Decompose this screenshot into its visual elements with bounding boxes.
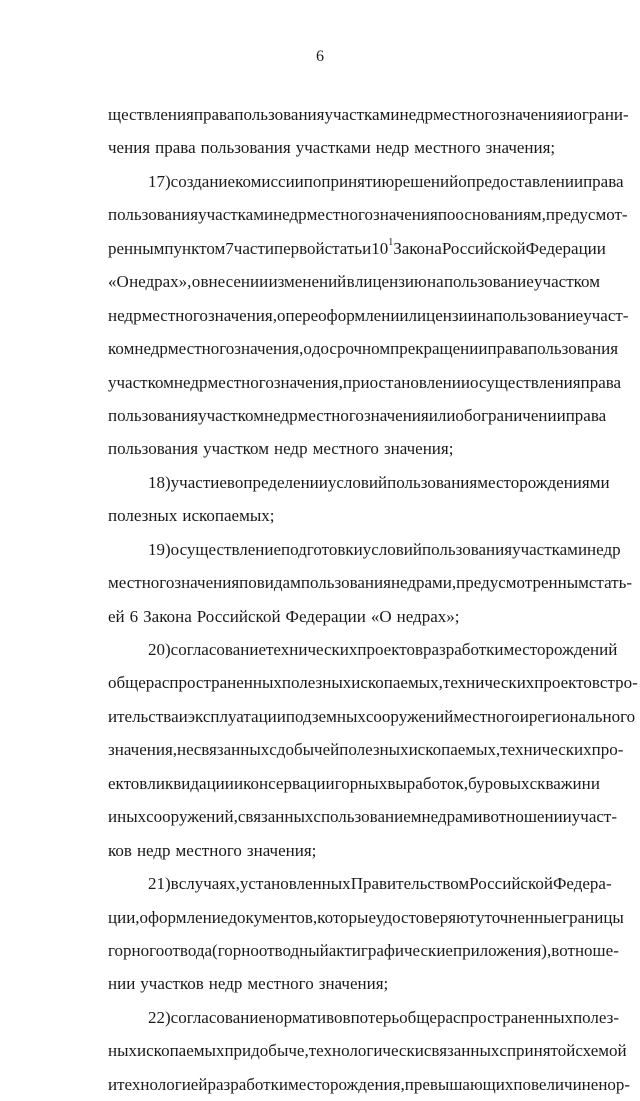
text-line: недр местного значения, о переоформлении лицензии на пользование участ-	[108, 305, 629, 325]
text-line: нии участков недр местного значения;	[108, 974, 389, 994]
text-line: ком недр местного значения, о досрочном прекращении права пользования	[108, 339, 619, 359]
text-line: иных сооружений, связанных с пользованием недрами в отношении участ-	[108, 807, 617, 827]
text-line: ществления права пользования участками недр местного значения и ограни-	[108, 105, 629, 124]
text-line: ительства и эксплуатации подземных сооружений местного и регионального	[108, 706, 636, 726]
body-text	[108, 98, 638, 1101]
text-line: 18) участие в определении условий пользования месторождениями	[148, 472, 610, 492]
text-line: ков недр местного значения;	[108, 840, 317, 860]
text-line: полезных ископаемых;	[108, 506, 275, 526]
text-line: 19) осуществление подготовки условий пользования участками недр	[148, 539, 621, 559]
text-line: 20) согласование технических проектов разработки месторождений	[148, 640, 618, 659]
text-line: местного значения по видам пользования недрами, предусмотренным стать-	[108, 573, 633, 593]
text-line: ей 6 Закона Российской Федерации «О недрах»;	[108, 606, 460, 626]
text-line: ектов ликвидации и консервации горных выработок, буровых скважин и	[108, 773, 600, 793]
text-line: ренным пунктом 7 части первой статьи $10^1$ Закона Российской Федерации	[108, 237, 606, 258]
text-line: чения права пользования участками недр местного значения;	[108, 138, 556, 158]
text-line: горного отвода (горноотводный акт и графические приложения), в отноше-	[108, 940, 619, 960]
text-line: общераспространенных полезных ископаемых, технических проектов стро-	[108, 673, 638, 693]
text-line: ции, оформление документов, которые удостоверяют уточненные границы	[108, 907, 624, 927]
text-line: ных ископаемых при добыче, технологически связанных с принятой схемой	[108, 1041, 627, 1061]
text-line: пользования участками недр местного значения по основаниям, предусмот-	[108, 205, 628, 225]
text-line: 17) создание комиссии по принятию решений о предоставлении права	[148, 171, 624, 191]
text-line: 22) согласование нормативов потерь общераспространенных полез-	[148, 1007, 620, 1027]
text-line: пользования участком недр местного значения или об ограничении права	[108, 405, 607, 425]
text-line: и технологией разработки месторождения, превышающих по величине нор-	[108, 1074, 631, 1094]
text-line: «О недрах», о внесении изменений в лицензию на пользование участком	[108, 272, 600, 292]
text-line: 21) в случаях, установленных Правительством Российской Федера-	[148, 874, 612, 894]
text-line: участком недр местного значения, приостановлении осуществления права	[108, 372, 622, 392]
page-number: 6	[316, 48, 324, 65]
text-line: пользования участком недр местного значения;	[108, 439, 454, 459]
text-line: значения, не связанных с добычей полезных ископаемых, технических про-	[108, 740, 624, 760]
